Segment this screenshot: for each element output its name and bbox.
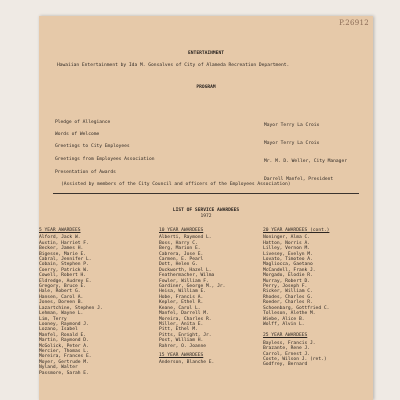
list-item: Gregory, Bruce E. [39, 284, 87, 290]
archive-stamp: P.26912 [339, 19, 369, 27]
list-item: Boss, Harry C. [159, 240, 198, 246]
divider-rule [53, 193, 359, 194]
program-speaker: Mayor Terry La Croix [264, 141, 320, 146]
program-item: Greetings to City Employees [55, 144, 130, 149]
list-item: Keane, Carol L. [159, 305, 201, 311]
list-item: Miller, Anita E. [159, 321, 204, 327]
list-item: McGolick, Peter A. [39, 343, 89, 349]
program-document [39, 16, 373, 400]
list-item: Coerry, Patrick W. [39, 267, 89, 273]
list-item: Noninger, Alma C. [263, 235, 311, 241]
list-title: LIST OF SERVICE AWARDEES [172, 208, 240, 213]
list-item: Cabral, Jennifer L. [39, 257, 92, 263]
list-item: Wiebe, Alice B. [263, 316, 305, 322]
list-item: Bayless, Francis J. [263, 340, 316, 346]
list-item: Roeder, Charles R. [263, 300, 313, 306]
list-item: Pitts, Enright, Jr. [159, 332, 212, 338]
assisted-note: (Assisted by members of the City Council and officers of the Employees Association) [61, 182, 291, 187]
list-item: Nyland, Walter [39, 365, 78, 371]
column-header: 10 YEAR AWARDEES [159, 228, 204, 233]
list-item: Looney, Raymond J. [39, 321, 89, 327]
list-item: Brazante, Rene J. [263, 346, 311, 352]
list-item: Becker, James H. [39, 246, 84, 252]
list-item: Pitt, Ethel M. [159, 327, 198, 333]
list-item: Berg, Marion E. [159, 246, 201, 252]
list-item: Gardiner, George M., Jr. [159, 284, 226, 290]
list-item: Morgado, Elodie R. [263, 273, 313, 279]
list-item: Manfel, Darrell M. [159, 311, 209, 317]
list-item: Moreira, Frances E. [39, 354, 92, 360]
list-item: Lozano, Isabel [39, 327, 78, 333]
list-item: Ricker, William C. [263, 289, 313, 295]
list-item: Heisa, William E. [159, 289, 207, 295]
entertainment-heading: ENTERTAINMENT [188, 51, 224, 56]
program-speaker: Mr. M. D. Weller, City Manager [264, 159, 347, 164]
list-item: Lehman, Wayne L. [39, 311, 84, 317]
list-item: Lim, Terry [39, 316, 67, 322]
list-item: Godfrey, Bernard [263, 362, 308, 368]
list-item: Manfel, Ronald E. [39, 332, 87, 338]
list-item: Austin, Harriet F. [39, 240, 89, 246]
awardee-column-3 [263, 228, 373, 368]
list-item: Hatton, Norris A. [263, 240, 311, 246]
list-item: Coste, Wilson J. (ret.) [263, 356, 327, 362]
list-item: Lovato, Timoteo A. [263, 257, 313, 263]
list-item: Carmen, E. Pearl [159, 257, 204, 263]
column-subheader: 25 YEAR AWARDEES [263, 333, 308, 339]
column-header: 20 YEAR AWARDEES (cont.) [263, 228, 330, 233]
list-item: Martin, Raymond D. [39, 338, 89, 344]
program-speaker: Mayor Terry La Croix [264, 123, 320, 128]
list-item: Perry, Joseph F. [263, 284, 308, 290]
list-item: Livesey, Evelyn M. [263, 251, 313, 257]
list-item: Cabrera, Jose E. [159, 251, 204, 257]
list-item: Eldredge, Audrey E. [39, 278, 92, 284]
list-item: Anderson, Blanche E. [159, 360, 215, 366]
list-item: Hale, Robert G. [39, 289, 81, 295]
list-item: Alford, Jack W. [39, 235, 81, 241]
list-year: 1972 [200, 214, 212, 219]
list-item: Bigesse, Marie E. [39, 251, 87, 257]
list-item: Schoenbarg, Gottfried C. [263, 305, 330, 311]
list-item: Moreira, Charles R. [159, 316, 212, 322]
list-item: McCandell, Frank J. [263, 267, 316, 273]
program-item: Greetings from Employees Association [55, 157, 155, 162]
program-speaker: Darrell Manfel, President [264, 177, 334, 182]
list-item: Hansen, Carol A. [39, 294, 84, 300]
list-item: Rahrer, O. Joanne [159, 343, 207, 349]
program-item: Pledge of Allegiance [55, 120, 111, 125]
program-item: Words of Welcome [55, 132, 100, 137]
list-item: Hobe, Francis A. [159, 294, 204, 300]
list-item: Tolleson, Alethe M. [263, 311, 316, 317]
entertainment-line: Hawaiian Entertainment by Ida M. Gonsalves of City of Alameda Recreation Department. [57, 63, 290, 68]
list-item: Kepler, Ethel R. [159, 300, 204, 306]
list-item: Mercier, Thomas L. [39, 348, 89, 354]
list-item: Murray, Robert D. [263, 278, 311, 284]
list-item: Jones, Doreen B. [39, 300, 84, 306]
program-heading: PROGRAM [196, 85, 216, 90]
list-item: Passmore, Sarah E. [39, 370, 89, 376]
list-item: Duckworth, Hazel L. [159, 267, 212, 273]
list-item: Feathermacher, Wilma [159, 273, 215, 279]
list-item: Cobain, Stephen P. [39, 262, 89, 268]
list-item: Lazartchine, Stephen J. [39, 305, 103, 311]
list-item: Post, William H. [159, 338, 204, 344]
list-item: Magliocca, Gaetano [263, 262, 313, 268]
program-item: Presentation of Awards [55, 170, 116, 175]
list-item: Lilley, Vernon M. [263, 246, 311, 252]
awardee-column-1 [39, 228, 144, 376]
list-item: Alberti, Raymond L. [159, 235, 212, 241]
list-item: Moyer, Gertrude M. [39, 359, 89, 365]
list-item: Wolff, Alvin L. [263, 321, 305, 327]
list-item: Carrol, Ernest J. [263, 351, 311, 357]
awardee-column-2 [159, 228, 271, 366]
list-item: Rhodes, Charles G. [263, 294, 313, 300]
column-subheader: 15 YEAR AWARDEES [159, 352, 204, 358]
list-item: Cowell, Robert H. [39, 273, 87, 279]
list-item: Fowler, William F. [159, 278, 209, 284]
column-header: 5 YEAR AWARDEES [39, 228, 81, 233]
list-item: Dott, Helen G. [159, 262, 198, 268]
